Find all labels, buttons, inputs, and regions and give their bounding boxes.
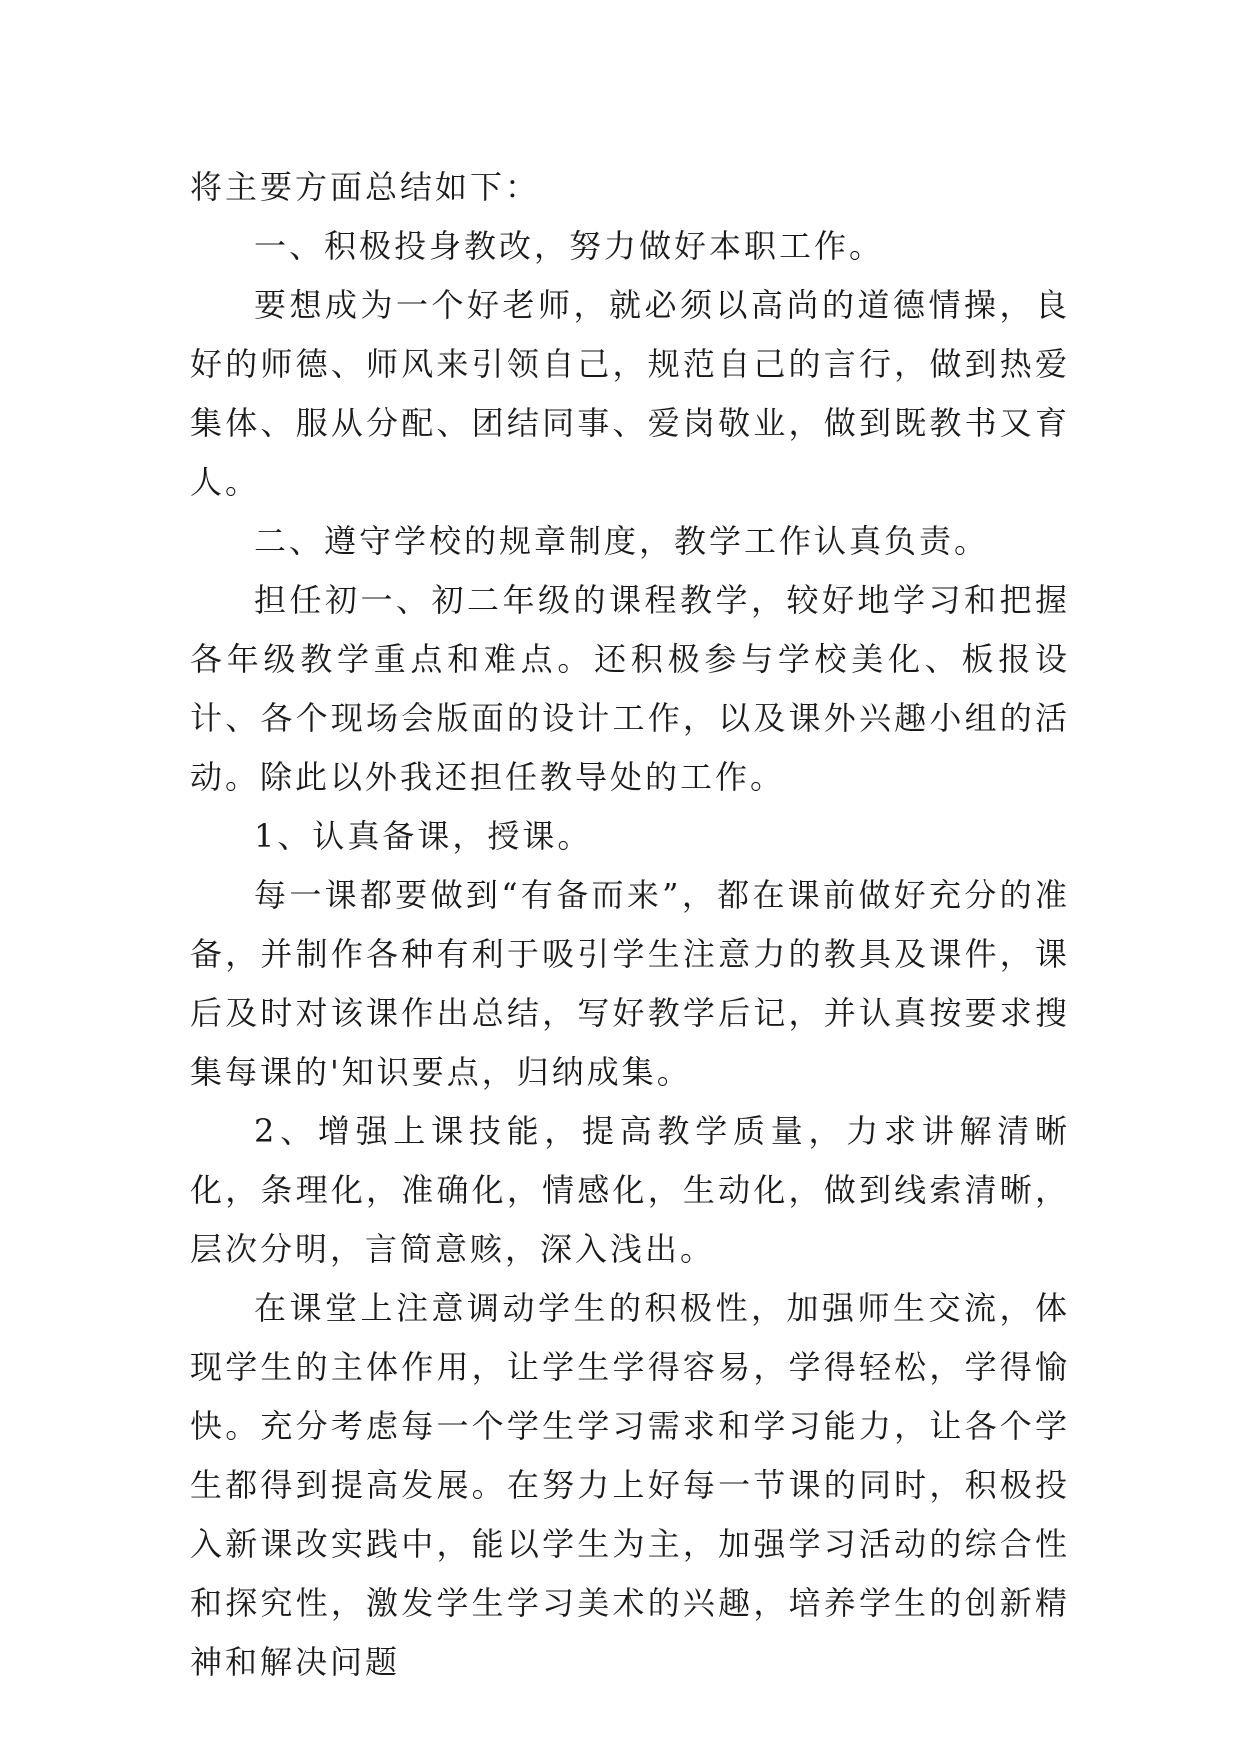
document-body xyxy=(190,158,1070,1692)
heading-item-1: 1、认真备课，授课。 xyxy=(254,817,593,855)
paragraph-item-2: 2、增强上课技能，提高教学质量，力求讲解清晰化，条理化，准确化，情感化，生动化，做到线索清晰，层次分明，言简意赅，深入浅出。 xyxy=(190,1112,1070,1268)
heading-section-1: 一、积极投身教改，努力做好本职工作。 xyxy=(254,227,885,265)
paragraph-lesson-prep: 每一课都要做到“有备而来”，都在课前做好充分的准备，并制作各种有利于吸引学生注意力的教具及课件，课后及时对该课作出总结，写好教学后记，并认真按要求搜集每课的'知识要点，归纳成集。 xyxy=(190,876,1070,1091)
paragraph-teaching-duties: 担任初一、初二年级的课程教学，较好地学习和把握各年级教学重点和难点。还积极参与学校美化、板报设计、各个现场会版面的设计工作，以及课外兴趣小组的活动。除此以外我还担任教导处的工作。 xyxy=(190,581,1070,796)
heading-section-2: 二、遵守学校的规章制度，教学工作认真负责。 xyxy=(254,522,990,560)
paragraph-ethics: 要想成为一个好老师，就必须以高尚的道德情操，良好的师德、师风来引领自己，规范自己的言行，做到热爱集体、服从分配、团结同事、爱岗敬业，做到既教书又育人。 xyxy=(190,286,1070,501)
paragraph-classroom: 在课堂上注意调动学生的积极性，加强师生交流，体现学生的主体作用，让学生学得容易，学得轻松，学得愉快。充分考虑每一个学生学习需求和学习能力，让各个学生都得到提高发展。在努力上好每一节课的同时，积极投入新课改实践中，能以学生为主，加强学习活动的综合性和探究性，激发学生学习美术的兴趣，培养学生的创新精神和解决问题 xyxy=(190,1289,1070,1681)
paragraph-intro: 将主要方面总结如下： xyxy=(190,168,541,206)
